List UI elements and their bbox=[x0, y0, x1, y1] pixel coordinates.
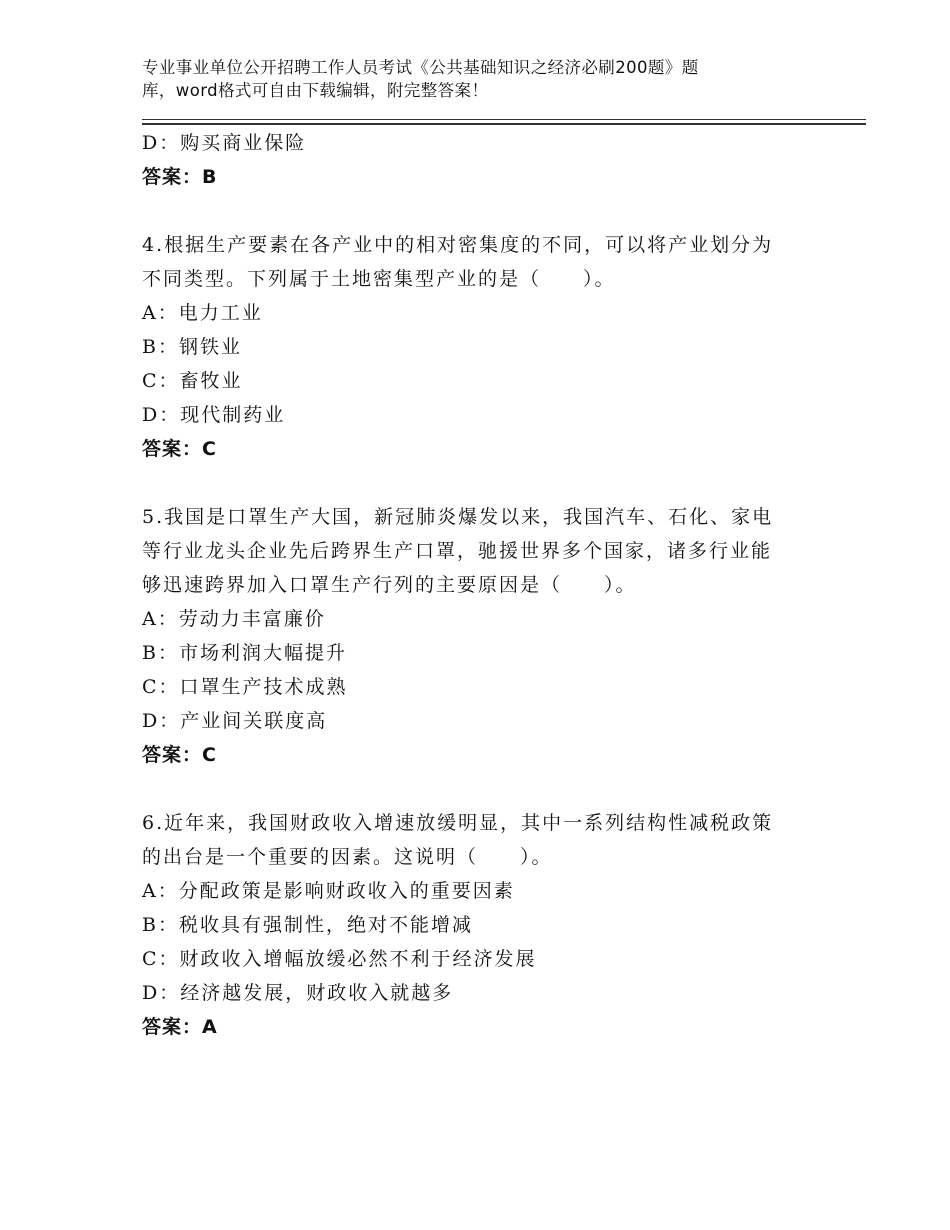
option-text: C：口罩生产技术成熟 bbox=[142, 676, 348, 698]
spacer bbox=[142, 466, 822, 500]
option-text: B：钢铁业 bbox=[142, 336, 242, 358]
option-text: A：分配政策是影响财政收入的重要因素 bbox=[142, 880, 515, 902]
question-stem-line: 6.近年来，我国财政收入增速放缓明显，其中一系列结构性减税政策 bbox=[142, 812, 774, 834]
option-text: D：现代制药业 bbox=[142, 404, 286, 426]
answer-text: 答案：B bbox=[142, 166, 218, 188]
question-stem-line: 够迅速跨界加入口罩生产行列的主要原因是（ ）。 bbox=[142, 574, 637, 596]
answer-text: 答案：A bbox=[142, 1016, 218, 1038]
option-text: D：购买商业保险 bbox=[142, 132, 307, 154]
header-title-line-2: 库，word格式可自由下载编辑，附完整答案！ bbox=[142, 81, 489, 100]
question-stem-line: 5.我国是口罩生产大国，新冠肺炎爆发以来，我国汽车、石化、家电 bbox=[142, 506, 774, 528]
question-stem-line: 等行业龙头企业先后跨界生产口罩，驰援世界多个国家，诸多行业能 bbox=[142, 540, 773, 562]
question-4 bbox=[142, 228, 822, 466]
spacer bbox=[142, 772, 822, 806]
option-text: C：财政收入增幅放缓必然不利于经济发展 bbox=[142, 948, 537, 970]
spacer bbox=[142, 194, 822, 228]
question-stem-line: 不同类型。下列属于土地密集型产业的是（ ）。 bbox=[142, 268, 616, 290]
question-6 bbox=[142, 806, 822, 1044]
option-text: B：税收具有强制性，绝对不能增减 bbox=[142, 914, 473, 936]
question-stem-line: 的出台是一个重要的因素。这说明（ ）。 bbox=[142, 846, 553, 868]
question-5 bbox=[142, 500, 822, 772]
answer-text: 答案：C bbox=[142, 744, 217, 766]
option-text: A：电力工业 bbox=[142, 302, 263, 324]
page-header bbox=[142, 56, 842, 102]
header-rule-thin bbox=[142, 119, 866, 120]
option-text: B：市场利润大幅提升 bbox=[142, 642, 347, 664]
document-body bbox=[142, 126, 822, 1044]
option-text: D：产业间关联度高 bbox=[142, 710, 328, 732]
option-text: C：畜牧业 bbox=[142, 370, 243, 392]
answer-text: 答案：C bbox=[142, 438, 217, 460]
option-text: A：劳动力丰富廉价 bbox=[142, 608, 326, 630]
option-text: D：经济越发展，财政收入就越多 bbox=[142, 982, 454, 1004]
header-title-line-1: 专业事业单位公开招聘工作人员考试《公共基础知识之经济必刷200题》题 bbox=[142, 58, 699, 77]
header-rule-thick bbox=[142, 123, 866, 125]
question-stem-line: 4.根据生产要素在各产业中的相对密集度的不同，可以将产业划分为 bbox=[142, 234, 774, 256]
